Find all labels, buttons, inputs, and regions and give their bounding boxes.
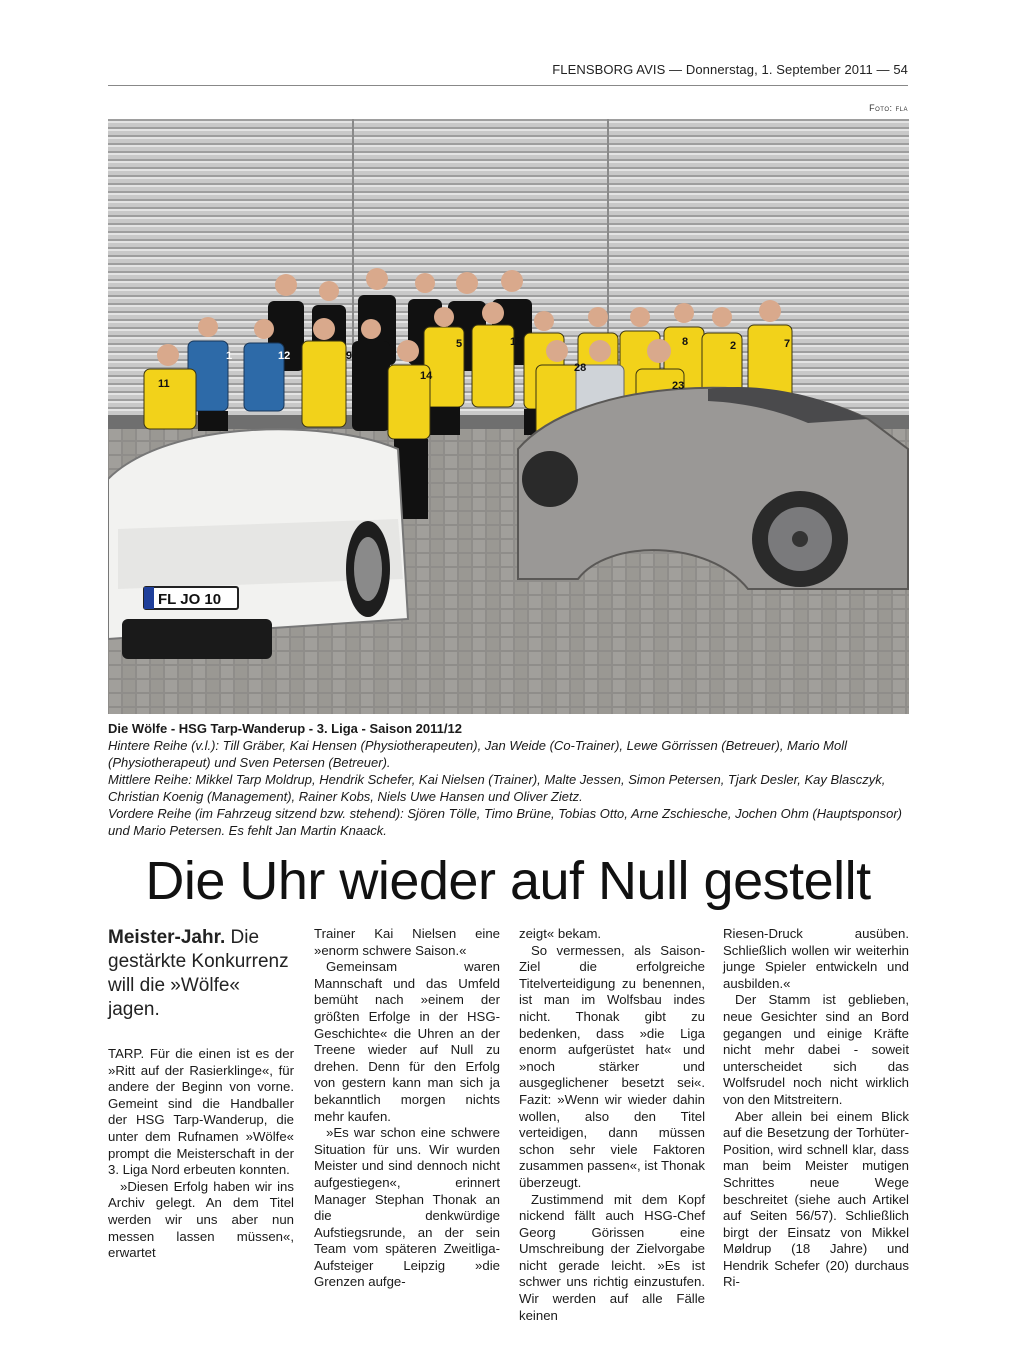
svg-text:9: 9	[346, 350, 353, 362]
paragraph: Der Stamm ist geblieben, neue Gesichter sind an Bord gegangen und einige Kräfte nicht mehr dabei - soweit unterscheidet sich das Wolfsrudel noch nicht wirklich von den Mitstreitern.	[723, 992, 909, 1107]
paragraph: Riesen-Druck ausüben. Schließlich wollen wir weiterhin junge Spieler entwickeln und ausbilden.«	[723, 926, 909, 991]
silver-sports-car	[518, 387, 908, 589]
paragraph: Trainer Kai Nielsen eine »enorm schwere Saison.«	[314, 926, 500, 958]
svg-text:23: 23	[672, 380, 685, 392]
page-header: FLENSBORG AVIS — Donnerstag, 1. September 2011 — 54	[552, 62, 908, 77]
header-divider	[108, 85, 908, 86]
svg-text:18: 18	[510, 336, 523, 348]
paragraph: TARP. Für die einen ist es der »Ritt auf der Rasierklinge«, für andere der Beginn von vorne. Gemeint sind die Handballer der HSG Tarp-Wanderup, die unter dem Rufnamen »Wölfe« prompt die Meisterschaft in der 3. Liga Nord erbeuten konnten.	[108, 1046, 294, 1178]
license-plate-text: FL JO 10	[158, 591, 222, 608]
paragraph: Aber allein bei einem Blick auf die Besetzung der Torhüter-Position, wird schnell klar, dass man beim Meister mutigen Schrittes neue Wege beschreitet (siehe auch Artikel auf Seiten 56/57). Schließlich birgt der Einsatz von Mikkel Møldrup (18 Jahre) und Hendrik Schefer (20) durchaus Ri-	[723, 1108, 909, 1290]
paragraph: So vermessen, als Saison-Ziel die erfolgreiche Titelverteidigung zu benennen, ist man im Wolfsbau indes nicht. Thonak gibt zu bedenken, dass »die Liga enorm aufgerüstet hat« und »noch stärker und ausgeglichener besetzt sei«. Fazit: »Wenn wir wieder dahin wollen, also den Titel verteidigen, dann müssen schon sehr viele Faktoren zusammen passen«, ist Thonak überzeugt.	[519, 942, 705, 1190]
svg-text:12: 12	[278, 350, 291, 362]
photo-caption	[108, 720, 908, 839]
caption-front-row: Vordere Reihe (im Fahrzeug sitzend bzw. stehend): Sjören Tölle, Timo Brüne, Tobias Otto, Arne Zschiesche, Jochen Ohm (Hauptsponsor) und Mario Petersen. Es fehlt Jan Martin Knaack.	[108, 806, 902, 838]
svg-text:14: 14	[420, 370, 433, 382]
svg-text:1: 1	[226, 350, 233, 362]
svg-text:2: 2	[730, 340, 737, 352]
caption-back-row: Hintere Reihe (v.l.): Till Gräber, Kai Hensen (Physiotherapeuten), Jan Weide (Co-Trainer), Lewe Görrissen (Betreuer), Mario Moll (Physiotherapeut) und Sven Petersen (Betreuer).	[108, 738, 847, 770]
article-column-2	[314, 926, 500, 1291]
svg-text:5: 5	[456, 338, 463, 350]
svg-text:7: 7	[784, 338, 791, 350]
paragraph: Gemeinsam waren Mannschaft und das Umfeld bemüht nach »einem der größten Erfolge in der HSG-Geschichte« die Uhren an der Treene wieder auf Null zu drehen. Denn für den Erfolg von gestern kann man sich ja bekanntlich morgen nichts mehr kaufen.	[314, 959, 500, 1124]
paragraph: Zustimmend mit dem Kopf nickend fällt auch HSG-Chef Georg Görissen eine Umschreibung der Zielvorgabe nicht gerade leicht. »Es ist schwer uns richtig einzustufen. Wir werden auf alle Fälle keinen	[519, 1191, 705, 1323]
article-column-4	[723, 926, 909, 1291]
paragraph: »Diesen Erfolg haben wir ins Archiv gelegt. An dem Titel werden wir uns aber nun messen lassen müssen«, erwartet	[108, 1178, 294, 1261]
paragraph: »Es war schon eine schwere Situation für uns. Wir wurden Meister und sind dennoch nicht aufgestiegen«, erinnert Manager Stephan Thonak an die denkwürdige Aufstiegsrunde, an der sein Team vom späteren Zweitliga-Aufsteiger Leipzig »die Grenzen aufge-	[314, 1125, 500, 1290]
caption-title: Die Wölfe - HSG Tarp-Wanderup - 3. Liga - Saison 2011/12	[108, 721, 462, 736]
svg-text:28: 28	[574, 362, 587, 374]
article-headline: Die Uhr wieder auf Null gestellt	[145, 851, 871, 911]
teaser-kicker: Meister-Jahr.	[108, 927, 226, 948]
svg-text:8: 8	[682, 336, 689, 348]
paragraph: zeigt« bekam.	[519, 926, 602, 941]
caption-middle-row: Mittlere Reihe: Mikkel Tarp Moldrup, Hendrik Schefer, Kai Nielsen (Trainer), Malte Jessen, Simon Petersen, Tjark Desler, Kay Blasczyk, Christian Koenig (Management), Rainer Kobs, Niels Uwe Hansen und Oliver Zietz.	[108, 772, 886, 804]
teaser-text: Die gestärkte Konkurrenz will die »Wölfe« jagen.	[108, 927, 289, 1020]
article-column-3	[519, 926, 705, 1324]
team-photo	[108, 119, 909, 714]
article-teaser	[108, 926, 294, 1022]
article-column-1	[108, 926, 294, 1262]
photo-credit: Foto: fla	[869, 103, 908, 113]
svg-text:11: 11	[158, 378, 170, 390]
dateline: TARP.	[108, 1046, 145, 1061]
